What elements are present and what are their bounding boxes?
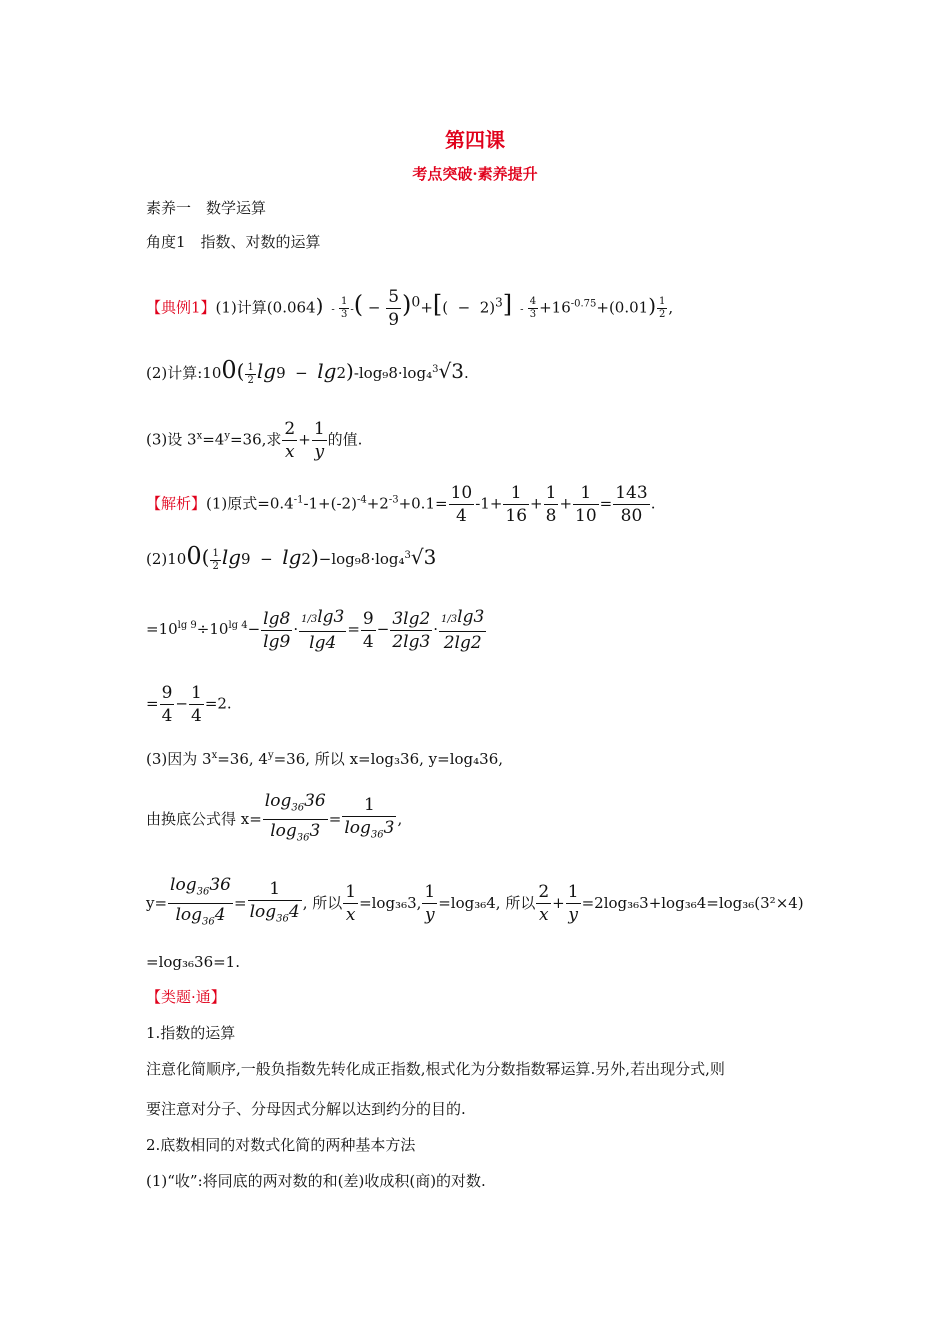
similar-paragraph-1: 注意化简顺序,一般负指数先转化成正指数,根式化为分数指数幂运算.另外,若出现分式,则 xyxy=(146,1060,725,1078)
example-part-1: 【典例1】(1)计算(0.064) - $\frac{1}{3}$ -( − $\frac{5}{9}$ )$0+[( - 2)^3]$ - $\frac{4}{3}$ $+16^{-0.75}+(0.01)$ $\frac{1}{2}$ , xyxy=(146,287,674,330)
text: ÷10 xyxy=(196,620,229,638)
page-title: 第四课 xyxy=(445,128,505,152)
text: (3)因为 3 xyxy=(146,750,212,768)
similar-tag: 【类题·通】 xyxy=(146,988,226,1006)
page-subtitle: 考点突破·素养提升 xyxy=(412,165,538,183)
text: (1)原式=0.4 xyxy=(206,494,294,513)
solution-part-2: (2)100( $\frac{1}{2}$ lg9 − lg2)−log₉8·log₄$^3$√3 xyxy=(146,542,437,572)
text: -1+(-2) xyxy=(303,494,357,513)
text: +(0.01 xyxy=(596,298,649,317)
text: =2log₃₆3+log₃₆4=log₃₆(3²×4) xyxy=(581,893,804,912)
text: (2)计算:10 xyxy=(146,364,222,382)
solution-line-4: = $\frac{9}{4}$ − $\frac{1}{4}$ =2. xyxy=(146,683,232,726)
example-part-2: (2)计算:100( $\frac{1}{2}$ lg9 − lg2)-log₉8·log₄$^3$√3. xyxy=(146,356,469,386)
solution-part-3: (3)因为 $3^x=36$, $4^y=36$, 所以 x=log₃36, y=log₄36, xyxy=(146,750,504,768)
solution-line-3: $=10^{lg 9}\div 10^{lg 4}-$ $\frac{\lg 8}{\lg 9}$ · $\frac{1/3\lg 3}{\lg 4}$ = $\frac{9}{4}$ − $\frac{3\lg 2}{2\lg 3}$ · $\frac{1/3\lg 3}{2\lg 2}$ xyxy=(146,607,485,653)
text: (1)计算(0.064 xyxy=(215,298,316,317)
solution-line-9: =log₃₆36=1. xyxy=(146,953,240,971)
text: +16 xyxy=(539,298,571,317)
text: 由换底公式得 x= xyxy=(146,809,262,828)
text: =36, 4 xyxy=(217,750,268,768)
text: +2 xyxy=(366,494,389,513)
text: =36,求 xyxy=(229,430,282,449)
solution-line-7: 由换底公式得 x= $\frac{\log_{36}36}{\log_{36}3}$ = $\frac{1}{\log_{36}3}$ , xyxy=(146,791,403,844)
similar-heading-2: 2.底数相同的对数式化简的两种基本方法 xyxy=(146,1136,416,1154)
text: -0.75 xyxy=(570,298,597,310)
solution-part-1: 【解析】(1)原式$=0.4^{-1}-1+(-2)^{-4}+2^{-3}+0.1=$ $\frac{10}{4}$ -1+ $\frac{1}{16}$ + $\frac{1}{8}$ + $\frac{1}{10}$ = $\frac{143}{80}$ . xyxy=(146,483,656,526)
text: , 所以 xyxy=(302,893,343,912)
solution-tag: 【解析】 xyxy=(146,494,207,513)
example-tag: 【典例1】 xyxy=(146,298,216,317)
text: =log₃₆3, xyxy=(359,893,422,912)
text: =36, 所以 x=log₃36, y=log₄36, xyxy=(273,750,504,768)
text: =log₃₆4, 所以 xyxy=(438,893,536,912)
text: =10 xyxy=(146,620,178,638)
text: 的值. xyxy=(327,430,363,449)
text: -log₉8·log₄ xyxy=(353,364,433,382)
section-subheading: 角度1 指数、对数的运算 xyxy=(146,233,321,251)
text: y= xyxy=(146,893,168,912)
similar-paragraph-2: 要注意对分子、分母因式分解以达到约分的目的. xyxy=(146,1100,466,1118)
example-part-3: (3)设 $3^x=4^y=36$,求 $\frac{2}{x}$ + $\frac{1}{y}$ 的值. xyxy=(146,419,363,462)
solution-line-8: y= $\frac{\log_{36}36}{\log_{36}4}$ = $\frac{1}{\log_{36}4}$ , 所以 $\frac{1}{x}$ =log₃₆3, $\frac{1}{y}$ =log₃₆4, 所以 $\frac{2}{x}$ + $\frac{1}{y}$ =2log₃₆3+log₃₆4=log₃₆(3²×4) xyxy=(146,875,804,928)
text: =2. xyxy=(204,694,232,713)
text: =4 xyxy=(202,430,225,449)
similar-paragraph-3: (1)“收”:将同底的两对数的和(差)收成积(商)的对数. xyxy=(146,1172,486,1190)
similar-heading-1: 1.指数的运算 xyxy=(146,1024,236,1042)
text: +0.1= xyxy=(398,494,448,513)
section-heading: 素养一 数学运算 xyxy=(146,199,267,217)
text: (3)设 3 xyxy=(146,430,197,449)
